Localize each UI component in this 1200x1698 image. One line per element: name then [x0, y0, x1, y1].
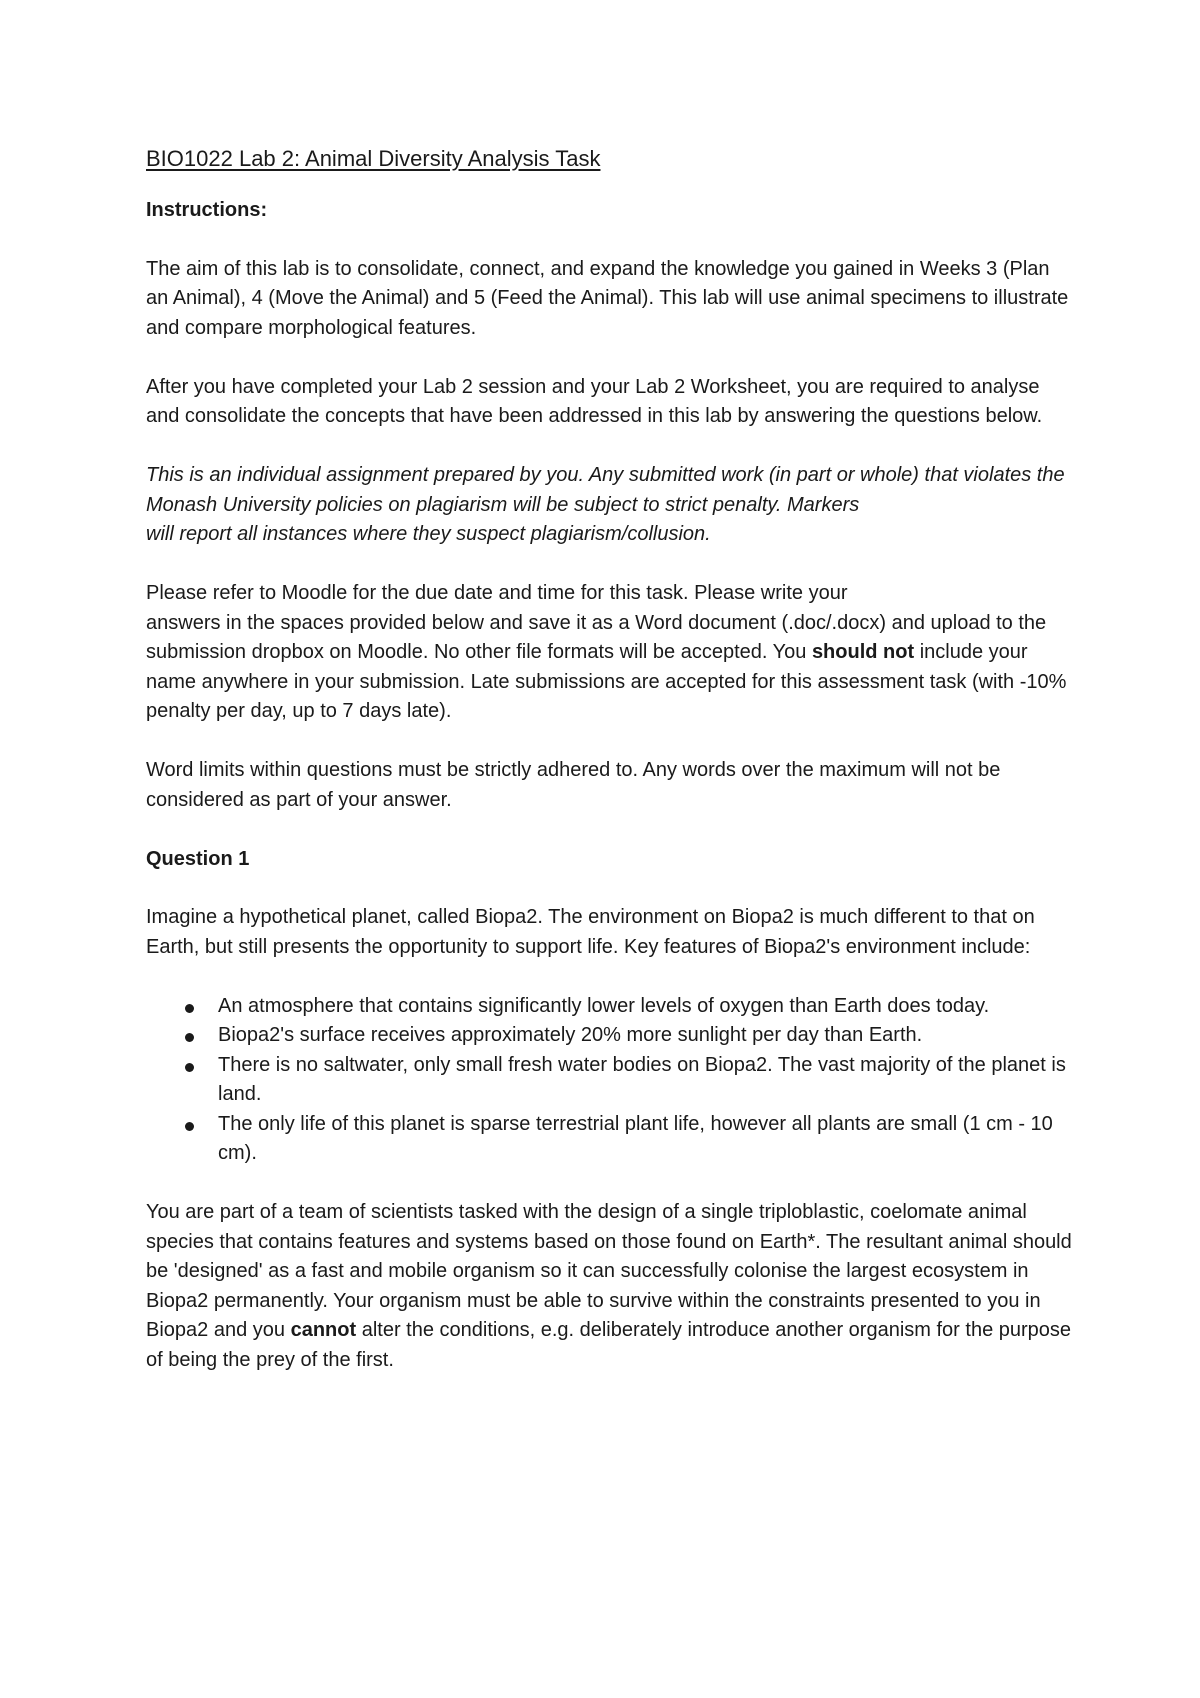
q1-task-text-before: You are part of a team of scientists tasked with the design of a single triploblastic, coelomate animal species that contains features and systems based on those found on Earth*. The resultant animal should be 'designed' as a fast and mobile organism so it can successfully colonise the largest ecosystem in Biopa2 permanently. Your organism must be able to survive within the constraints presented to you in Biopa2 and you — [146, 1201, 1072, 1341]
question1-heading: Question 1 — [146, 847, 250, 870]
q1-task-text-after: alter the conditions, e.g. deliberately introduce another organism for the purpose of being the prey of the first. — [146, 1319, 1072, 1371]
requirements-paragraph: After you have completed your Lab 2 session and your Lab 2 Worksheet, you are required to analyse and consolidate the concepts that have been addressed in this lab by answering the questions below. — [146, 375, 1043, 427]
list-item-text: There is no saltwater, only small fresh water bodies on Biopa2. The vast majority of the planet is land. — [218, 1053, 1066, 1105]
list-item-text: The only life of this planet is sparse terrestrial plant life, however all plants are small (1 cm - 10 cm). — [218, 1112, 1053, 1164]
bullet-icon — [185, 1063, 194, 1072]
document-page — [146, 144, 1076, 1405]
plagiarism-notice — [146, 461, 1076, 550]
should-not-emphasis: should not — [811, 641, 915, 663]
submission-paragraph — [146, 579, 1076, 727]
list-item — [218, 1021, 1076, 1051]
document-title: BIO1022 Lab 2: Animal Diversity Analysis Task — [146, 146, 601, 171]
plagiarism-notice-line2: will report all instances where they suspect plagiarism/collusion. — [146, 523, 711, 545]
list-item-text: An atmosphere that contains significantly lower levels of oxygen than Earth does today. — [218, 994, 990, 1017]
list-item — [218, 992, 1076, 1022]
submission-line1: Please refer to Moodle for the due date and time for this task. Please write your — [146, 582, 848, 604]
bullet-icon — [185, 1033, 194, 1042]
submission-text-before: answers in the spaces provided below and save it as a Word document (.doc/.docx) and upload to the submission dropbox on Moodle. No other file formats will be accepted. You — [146, 611, 1047, 663]
bullet-icon — [185, 1004, 194, 1013]
q1-task-paragraph — [146, 1198, 1076, 1375]
list-item — [218, 1110, 1076, 1169]
instructions-heading: Instructions: — [146, 199, 268, 221]
q1-feature-list — [146, 992, 1076, 1169]
list-item-text: Biopa2's surface receives approximately 20% more sunlight per day than Earth. — [218, 1024, 923, 1046]
word-limit-paragraph: Word limits within questions must be strictly adhered to. Any words over the maximum will not be considered as part of your answer. — [146, 759, 1001, 811]
submission-text-after: include your name anywhere in your submission. Late submissions are accepted for this assessment task (with -10% penalty per day, up to 7 days late). — [146, 641, 1067, 722]
intro-paragraph: The aim of this lab is to consolidate, connect, and expand the knowledge you gained in Weeks 3 (Plan an Animal), 4 (Move the Animal) and 5 (Feed the Animal). This lab will use animal specimens to illustrate and compare morphological features. — [146, 257, 1069, 339]
cannot-emphasis: cannot — [290, 1319, 357, 1341]
q1-intro-paragraph: Imagine a hypothetical planet, called Biopa2. The environment on Biopa2 is much different to that on Earth, but still presents the opportunity to support life. Key features of Biopa2's environment include: — [146, 906, 1035, 958]
plagiarism-notice-line1: This is an individual assignment prepared by you. Any submitted work (in part or whole) that violates the Monash University policies on plagiarism will be subject to strict penalty. Markers — [146, 464, 1065, 516]
bullet-icon — [185, 1122, 194, 1131]
list-item — [218, 1051, 1076, 1110]
